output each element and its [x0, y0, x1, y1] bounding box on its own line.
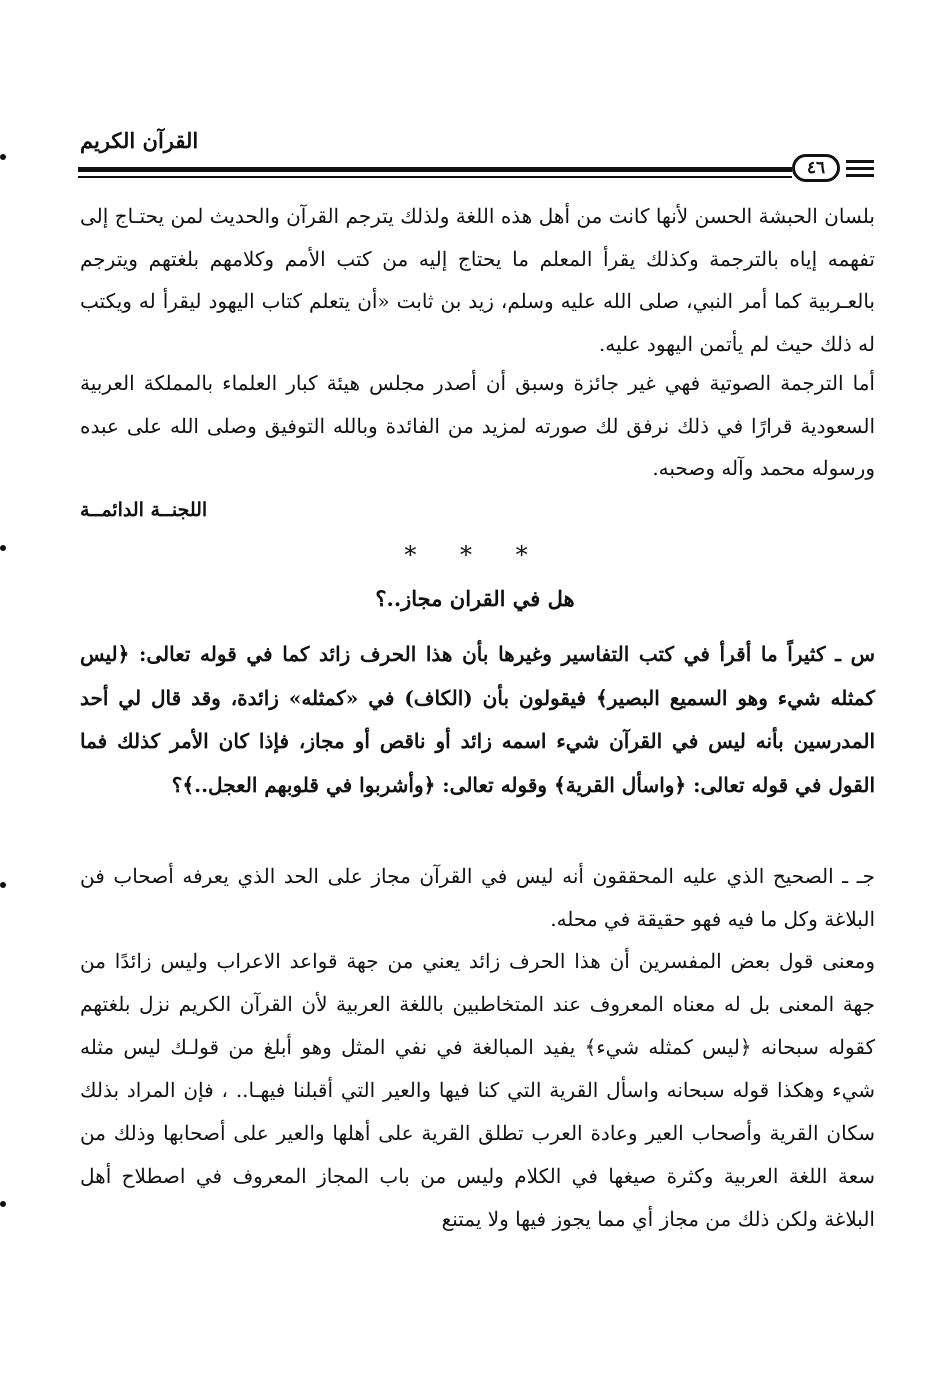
page-number-ornament	[846, 167, 874, 170]
scan-edge-mark	[0, 545, 6, 551]
body-paragraph: أما الترجمة الصوتية فهي غير جائزة وسبق أن أصدر مجلس هيئة كبار العلماء بالمملكة العربية السعودية قرارًا في ذلك نرفق لك صورته لمزيد من الفائدة وبالله التوفيق وصلى الله على عبده ورسوله محمد وآله وصحبه.	[80, 371, 875, 480]
section-heading: هل في القران مجاز..؟	[375, 586, 575, 611]
page-number-ornament	[846, 160, 874, 163]
body-paragraph: بلسان الحبشة الحسن لأنها كانت من أهل هذه اللغة ولذلك يترجم القرآن والحديث لمن يحتـاج إلى تفهمه إياه بالترجمة وكذلك يقرأ المعلم ما يحتاج إليه من كتب الأمم وكلامهم بلغتهم ويترجم بالعـربية كما أمر النبي، صلى الله عليه وسلم، زيد بن ثابت «أن يتعلم كتاب اليهود ليقرأ له ويكتب له ذلك حيث لم يأتمن اليهود عليه.	[80, 204, 875, 356]
signature: اللجنــة الدائمــة	[80, 499, 208, 521]
page-number: ٤٦	[792, 154, 840, 182]
answer-paragraph: جـ ـ الصحيح الذي عليه المحققون أنه ليس في القرآن مجاز على الحد الذي يعرفه أصحاب فن البلاغة وكل ما فيه فهو حقيقة في محله.	[80, 864, 875, 931]
scan-edge-mark	[0, 1201, 6, 1207]
scan-edge-mark	[0, 882, 6, 888]
section-separator: * * *	[404, 541, 546, 569]
running-title: القرآن الكريم	[80, 128, 199, 153]
header-rule-thin	[78, 176, 792, 178]
scan-edge-mark	[0, 154, 6, 160]
question-paragraph: س ـ كثيراً ما أقرأ في كتب التفاسير وغيرها بأن هذا الحرف زائد كما في قوله تعالى: ﴿ليس كمثله شيء وهو السميع البصير﴾ فيقولون بأن (الكاف) في «كمثله» زائدة، وقد قال لي أحد المدرسين بأنه ليس في القرآن شيء اسمه زائد أو ناقص أو مجاز، فإذا كان الأمر كذلك فما القول في قوله تعالى: ﴿واسأل القرية﴾ وقوله تعالى: ﴿وأشربوا في قلوبهم العجل..﴾؟	[80, 642, 875, 797]
page-number-ornament	[846, 174, 874, 177]
answer-paragraph: ومعنى قول بعض المفسرين أن هذا الحرف زائد يعني من جهة قواعد الاعراب وليس زائدًا من جهة المعنى بل له معناه المعروف عند المتخاطبين باللغة العربية لأن القرآن الكريم نزل بلغتهم كقوله سبحانه ﴿ليس كمثله شيء﴾ يفيد المبالغة في نفي المثل وهو أبلغ من قولـك ليس مثله شيء وهكذا قوله سبحانه واسأل القرية التي كنا فيها والعير التي أقبلنا فيهـا.. ، فإن المراد بذلك سكان القرية وأصحاب العير وعادة العرب تطلق القرية على أهلها والعير على أصحابها وذلك من سعة اللغة العربية وكثرة صيغها في الكلام وليس من باب المجاز المعروف في اصطلاح أهل البلاغة ولكن ذلك من مجاز أي مما يجوز فيها ولا يمتنع	[80, 949, 876, 1231]
header-rule-thick	[78, 167, 792, 172]
